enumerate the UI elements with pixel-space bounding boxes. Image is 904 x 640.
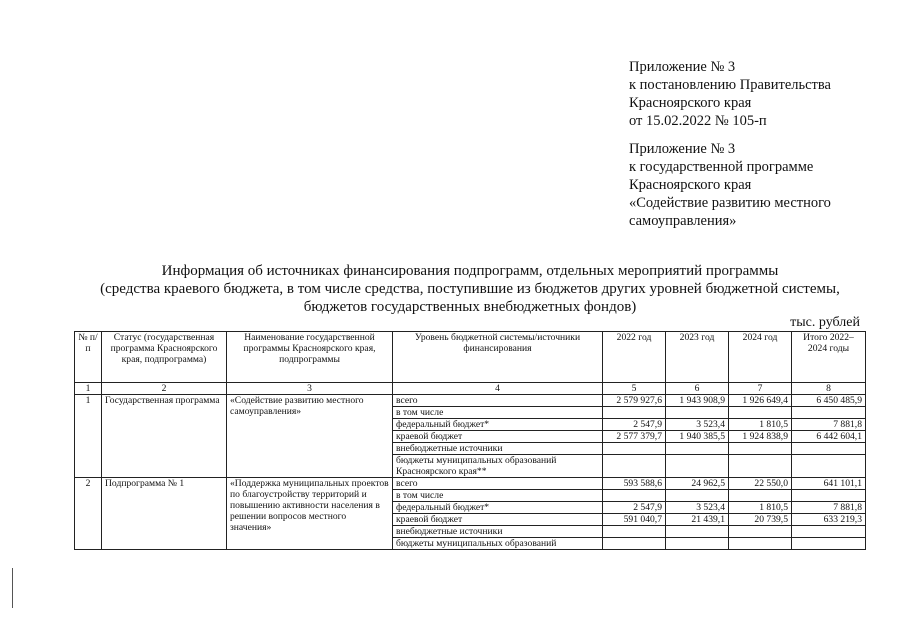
total-cell xyxy=(792,407,866,419)
year-value-cell xyxy=(603,526,666,538)
annex-line: Приложение № 3 xyxy=(629,141,736,157)
year-value-cell: 21 439,1 xyxy=(666,514,729,526)
budget-level-cell: краевой бюджет xyxy=(393,514,603,526)
budget-level-cell: бюджеты муниципальных образований Красноярского края** xyxy=(393,455,603,478)
year-value-cell xyxy=(603,443,666,455)
column-number: 8 xyxy=(792,383,866,395)
annex-line: от 15.02.2022 № 105-п xyxy=(629,113,767,129)
annex-line: Приложение № 3 xyxy=(629,59,736,75)
year-value-cell: 3 523,4 xyxy=(666,419,729,431)
budget-level-cell: федеральный бюджет* xyxy=(393,419,603,431)
budget-level-cell: всего xyxy=(393,395,603,407)
year-value-cell: 1 926 649,4 xyxy=(729,395,792,407)
column-number: 2 xyxy=(102,383,227,395)
page-edge-line xyxy=(12,568,13,608)
year-value-cell: 1 943 908,9 xyxy=(666,395,729,407)
header-cell-2023: 2023 год xyxy=(666,332,729,383)
annex-line: к государственной программе xyxy=(629,159,814,175)
year-value-cell: 1 810,5 xyxy=(729,502,792,514)
year-value-cell: 593 588,6 xyxy=(603,478,666,490)
year-value-cell: 1 924 838,9 xyxy=(729,431,792,443)
year-value-cell: 20 739,5 xyxy=(729,514,792,526)
column-number: 5 xyxy=(603,383,666,395)
year-value-cell xyxy=(666,538,729,550)
year-value-cell: 2 547,9 xyxy=(603,502,666,514)
budget-level-cell: внебюджетные источники xyxy=(393,526,603,538)
table-row xyxy=(75,395,866,407)
budget-level-cell: всего xyxy=(393,478,603,490)
total-cell xyxy=(792,538,866,550)
year-value-cell xyxy=(666,455,729,478)
annex-line: к постановлению Правительства xyxy=(629,77,831,93)
total-cell: 7 881,8 xyxy=(792,419,866,431)
total-cell xyxy=(792,455,866,478)
annex-line: самоуправления» xyxy=(629,213,737,229)
year-value-cell xyxy=(603,538,666,550)
year-value-cell: 22 550,0 xyxy=(729,478,792,490)
column-number: 1 xyxy=(75,383,102,395)
program-name-cell: «Содействие развитию местного самоуправления» xyxy=(227,395,393,478)
column-number: 7 xyxy=(729,383,792,395)
program-name-cell: «Поддержка муниципальных проектов по благоустройству территорий и повышению активности населения в решении вопросов местного значения» xyxy=(227,478,393,550)
year-value-cell xyxy=(666,443,729,455)
column-number-row xyxy=(75,383,866,395)
heading-line: бюджетов государственных внебюджетных фондов) xyxy=(303,299,637,315)
year-value-cell: 2 547,9 xyxy=(603,419,666,431)
year-value-cell xyxy=(666,407,729,419)
year-value-cell xyxy=(603,490,666,502)
header-cell-2022: 2022 год xyxy=(603,332,666,383)
financing-table xyxy=(74,331,866,550)
header-cell-level: Уровень бюджетной системы/источники финансирования xyxy=(393,332,603,383)
year-value-cell: 2 579 927,6 xyxy=(603,395,666,407)
year-value-cell xyxy=(729,490,792,502)
total-cell: 6 450 485,9 xyxy=(792,395,866,407)
header-cell-num: № п/п xyxy=(75,332,102,383)
total-cell xyxy=(792,490,866,502)
year-value-cell: 24 962,5 xyxy=(666,478,729,490)
year-value-cell xyxy=(729,526,792,538)
status-cell: Государственная программа xyxy=(102,395,227,478)
year-value-cell xyxy=(729,443,792,455)
heading-line: Информация об источниках финансирования подпрограмм, отдельных мероприятий программы xyxy=(161,263,779,279)
total-cell xyxy=(792,443,866,455)
annex-resolution-block xyxy=(629,58,831,130)
total-cell: 641 101,1 xyxy=(792,478,866,490)
budget-level-cell: краевой бюджет xyxy=(393,431,603,443)
year-value-cell xyxy=(603,455,666,478)
year-value-cell xyxy=(729,455,792,478)
heading-line: (средства краевого бюджета, в том числе средства, поступившие из бюджетов других уровней бюджетной системы, xyxy=(100,281,840,297)
status-cell: Подпрограмма № 1 xyxy=(102,478,227,550)
budget-level-cell: в том числе xyxy=(393,490,603,502)
unit-label: тыс. рублей xyxy=(790,315,860,330)
total-cell: 6 442 604,1 xyxy=(792,431,866,443)
year-value-cell: 591 040,7 xyxy=(603,514,666,526)
budget-level-cell: федеральный бюджет* xyxy=(393,502,603,514)
year-value-cell xyxy=(666,490,729,502)
year-value-cell: 2 577 379,7 xyxy=(603,431,666,443)
budget-level-cell: в том числе xyxy=(393,407,603,419)
year-value-cell: 1 940 385,5 xyxy=(666,431,729,443)
annex-line: «Содействие развитию местного xyxy=(629,195,831,211)
year-value-cell xyxy=(729,538,792,550)
year-value-cell xyxy=(666,526,729,538)
budget-level-cell: бюджеты муниципальных образований xyxy=(393,538,603,550)
row-number-cell: 1 xyxy=(75,395,102,478)
table-header-row xyxy=(75,332,866,383)
annex-line: Красноярского края xyxy=(629,95,752,111)
year-value-cell: 3 523,4 xyxy=(666,502,729,514)
header-cell-total: Итого 2022–2024 годы xyxy=(792,332,866,383)
total-cell xyxy=(792,526,866,538)
header-cell-name: Наименование государственной программы Красноярского края, подпрограммы xyxy=(227,332,393,383)
year-value-cell: 1 810,5 xyxy=(729,419,792,431)
document-heading xyxy=(60,262,880,316)
budget-level-cell: внебюджетные источники xyxy=(393,443,603,455)
table-row xyxy=(75,478,866,490)
year-value-cell xyxy=(729,407,792,419)
column-number: 4 xyxy=(393,383,603,395)
row-number-cell: 2 xyxy=(75,478,102,550)
header-cell-status: Статус (государственная программа Красноярского края, подпрограмма) xyxy=(102,332,227,383)
annex-program-block xyxy=(629,140,831,230)
column-number: 3 xyxy=(227,383,393,395)
annex-line: Красноярского края xyxy=(629,177,752,193)
total-cell: 7 881,8 xyxy=(792,502,866,514)
column-number: 6 xyxy=(666,383,729,395)
header-cell-2024: 2024 год xyxy=(729,332,792,383)
year-value-cell xyxy=(603,407,666,419)
total-cell: 633 219,3 xyxy=(792,514,866,526)
